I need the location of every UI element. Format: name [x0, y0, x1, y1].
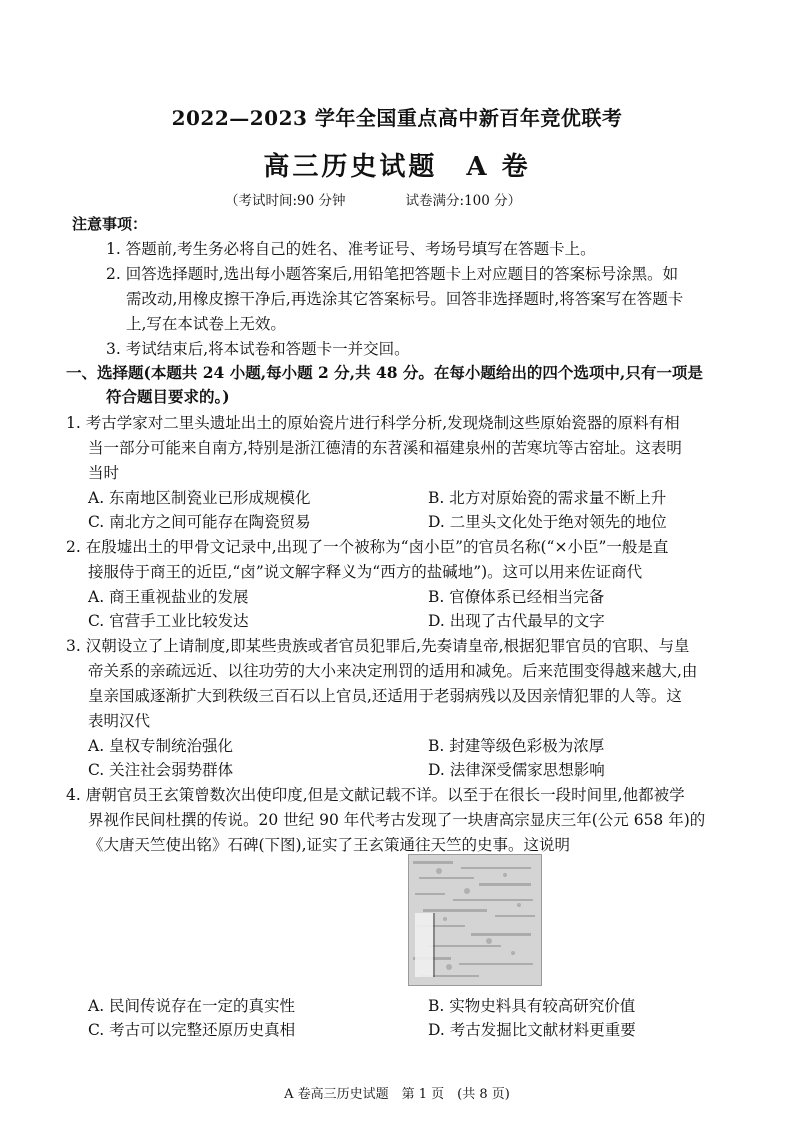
note-line: 2. 回答选择题时,选出每小题答案后,用铅笔把答题卡上对应题目的答案标号涂黑。如 [106, 265, 679, 283]
page-footer: A 卷高三历史试题 第 1 页 (共 8 页) [284, 1087, 510, 1102]
note-line: 需改动,用橡皮擦干净后,再选涂其它答案标号。回答非选择题时,将答案写在答题卡 [126, 290, 684, 308]
question-2-option-a[interactable]: A. 商王重视盐业的发展 [88, 588, 249, 606]
question-1-option-d[interactable]: D. 二里头文化处于绝对领先的地位 [428, 513, 667, 531]
question-4-option-d[interactable]: D. 考古发掘比文献材料更重要 [428, 1021, 636, 1039]
question-2-option-d[interactable]: D. 出现了古代最早的文字 [428, 612, 605, 630]
question-4-option-c[interactable]: C. 考古可以完整还原历史真相 [88, 1021, 296, 1039]
question-1-text: 当时 [88, 464, 120, 482]
question-4-option-b[interactable]: B. 实物史料具有较高研究价值 [428, 997, 636, 1015]
exam-meta [225, 189, 521, 209]
question-2-text: 2. 在殷墟出土的甲骨文记录中,出现了一个被称为“卤小臣”的官员名称(“×小臣”一般是直 [66, 538, 669, 556]
exam-score: 试卷满分:100 分） [405, 193, 522, 209]
question-1-text: 1. 考古学家对二里头遗址出土的原始瓷片进行科学分析,发现烧制这些原始瓷器的原料有相 [66, 414, 680, 432]
question-2-option-b[interactable]: B. 官僚体系已经相当完备 [428, 588, 605, 606]
note-line: 1. 答题前,考生务必将自己的姓名、准考证号、考场号填写在答题卡上。 [106, 240, 596, 258]
question-3-option-a[interactable]: A. 皇权专制统治强化 [88, 737, 234, 755]
question-3-text: 表明汉代 [88, 712, 151, 730]
note-line: 3. 考试结束后,将本试卷和答题卡一并交回。 [106, 340, 410, 358]
stele-rubbing-image [408, 854, 542, 986]
notes-heading: 注意事项： [72, 215, 148, 233]
exam-series-title: 2022—2023 学年全国重点高中新百年竞优联考 [171, 106, 623, 130]
question-4-text: 《大唐天竺使出铭》石碑(下图),证实了王玄策通往天竺的史事。这说明 [88, 836, 571, 854]
question-3-option-d[interactable]: D. 法律深受儒家思想影响 [428, 761, 605, 779]
question-2-text: 接服侍于商王的近臣,“卤”说文解字释义为“西方的盐碱地”)。这可以用来佐证商代 [88, 563, 643, 581]
stele-texture [409, 855, 541, 985]
question-3-text: 皇亲国戚逐渐扩大到秩级三百石以上官员,还适用于老弱病残以及因亲情犯罪的人等。这 [88, 687, 682, 705]
question-1-option-c[interactable]: C. 南北方之间可能存在陶瓷贸易 [88, 513, 311, 531]
question-3-option-b[interactable]: B. 封建等级色彩极为浓厚 [428, 737, 605, 755]
exam-paper-title: 高三历史试题 A 卷 [263, 152, 531, 182]
question-3-text: 帝关系的亲疏远近、以往功劳的大小来决定刑罚的适用和减免。后来范围变得越来越大,由 [88, 662, 698, 680]
section-heading-cont: 符合题目要求的。) [106, 387, 230, 406]
question-1-option-a[interactable]: A. 东南地区制瓷业已形成规模化 [88, 489, 311, 507]
question-4-option-a[interactable]: A. 民间传说存在一定的真实性 [88, 997, 296, 1015]
question-4-text: 界视作民间杜撰的传说。20 世纪 90 年代考古发现了一块唐高宗显庆三年(公元 658 年)的 [88, 811, 706, 829]
section-heading: 一、选择题(本题共 24 小题,每小题 2 分,共 48 分。在每小题给出的四个选项中,只有一项是 [66, 363, 703, 382]
question-1-text: 当一部分可能来自南方,特别是浙江德清的东苕溪和福建泉州的苦寒坑等古窑址。这表明 [88, 439, 682, 457]
exam-time: （考试时间:90 分钟 [225, 193, 346, 209]
note-line: 上,写在本试卷上无效。 [126, 315, 286, 333]
question-2-option-c[interactable]: C. 官营手工业比较发达 [88, 612, 249, 630]
question-1-option-b[interactable]: B. 北方对原始瓷的需求量不断上升 [428, 489, 667, 507]
question-4-text: 4. 唐朝官员王玄策曾数次出使印度,但是文献记载不详。以至于在很长一段时间里,他都被学 [66, 786, 685, 804]
question-3-text: 3. 汉朝设立了上请制度,即某些贵族或者官员犯罪后,先奏请皇帝,根据犯罪官员的官职、与皇 [66, 637, 690, 655]
question-3-option-c[interactable]: C. 关注社会弱势群体 [88, 761, 234, 779]
